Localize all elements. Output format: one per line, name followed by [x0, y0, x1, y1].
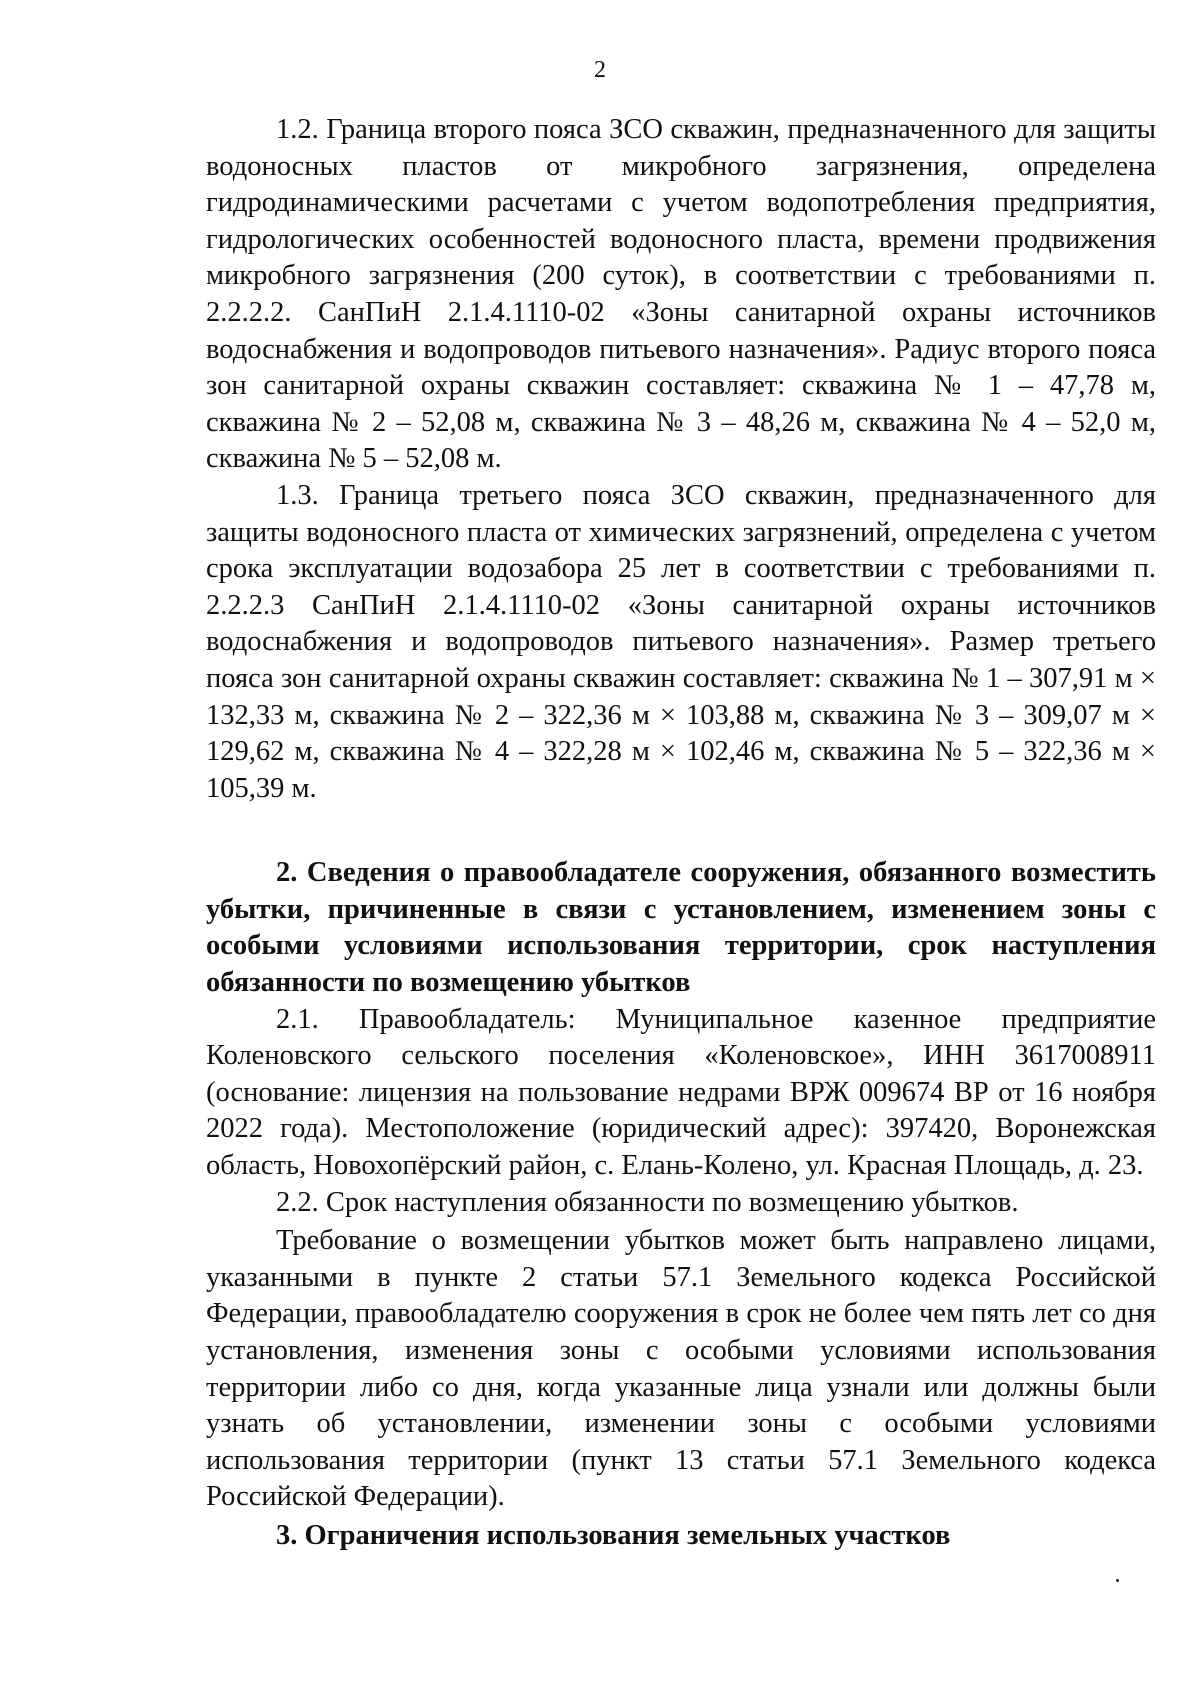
page-number: 2	[594, 57, 606, 83]
paragraph-2-2: 2.2. Срок наступления обязанности по возмещению убытков.	[276, 1186, 1019, 1218]
paragraph-1-3: 1.3. Граница третьего пояса ЗСО скважин, предназначенного для защиты водоносного пласта от химических загрязнений, определена с учетом срока эксплуатации водозабора 25 лет в соответствии с требованиями п. 2.2.2.3 СанПиН 2.1.4.1110-02 «Зоны санитарной охраны источников водоснабжения и водопроводов питьевого назначения». Размер третьего пояса зон санитарной охраны скважин составляет: скважина № 1 – 307,91 м × 132,33 м, скважина № 2 – 322,36 м × 103,88 м, скважина № 3 – 309,07 м × 129,62 м, скважина № 4 – 322,28 м × 102,46 м, скважина № 5 – 322,36 м × 105,39 м.	[206, 479, 1156, 804]
paragraph-damages-requirement: Требование о возмещении убытков может быть направлено лицами, указанными в пункте 2 статьи 57.1 Земельного кодекса Российской Федерации, правообладателю сооружения в срок не более чем пять лет со дня установления, изменения зоны с особыми условиями использования территории либо со дня, когда указанные лица узнали или должны были узнать об установлении, изменении зоны с особыми условиями использования территории (пункт 13 статьи 57.1 Земельного кодекса Российской Федерации).	[206, 1225, 1156, 1513]
document-body	[206, 112, 1156, 1555]
paragraph-2-1: 2.1. Правообладатель: Муниципальное казенное предприятие Коленовского сельского поселения «Коленовское», ИНН 3617008911 (основание: лицензия на пользование недрами ВРЖ 009674 ВР от 16 ноября 2022 года). Местоположение (юридический адрес): 397420, Воронежская область, Новохопёрский район, с. Елань-Колено, ул. Красная Площадь, д. 23.	[206, 1003, 1156, 1182]
section-2-heading: 2. Сведения о правообладателе сооружения, обязанного возместить убытки, причиненные в связи с установлением, изменением зоны с особыми условиями использования территории, срок наступления обязанности по возмещению убытков	[206, 857, 1156, 999]
section-3-heading: 3. Ограничения использования земельных участков	[276, 1519, 951, 1551]
scan-speck	[1116, 1579, 1119, 1582]
paragraph-1-2: 1.2. Граница второго пояса ЗСО скважин, предназначенного для защиты водоносных пластов от микробного загрязнения, определена гидродинамическими расчетами с учетом водопотребления предприятия, гидрологических особенностей водоносного пласта, времени продвижения микробного загрязнения (200 суток), в соответствии с требованиями п. 2.2.2.2. СанПиН 2.1.4.1110-02 «Зоны санитарной охраны источников водоснабжения и водопроводов питьевого назначения». Радиус второго пояса зон санитарной охраны скважин составляет: скважина № 1 – 47,78 м, скважина № 2 – 52,08 м, скважина № 3 – 48,26 м, скважина № 4 – 52,0 м, скважина № 5 – 52,08 м.	[206, 114, 1156, 475]
